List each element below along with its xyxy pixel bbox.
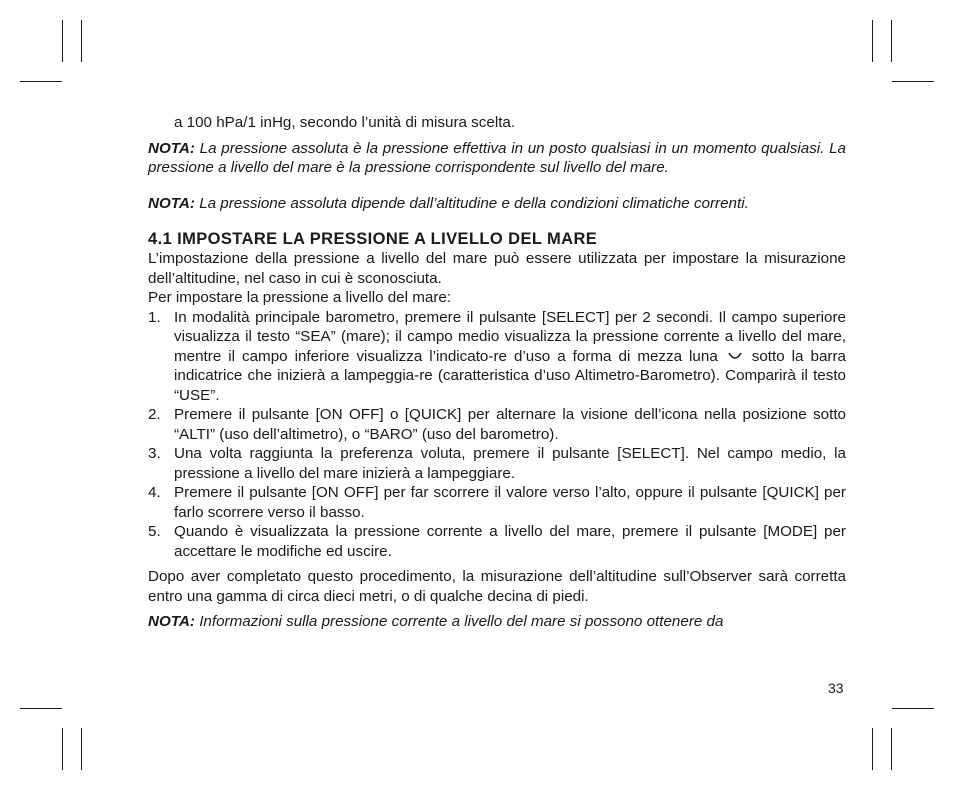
intro-line: a 100 hPa/1 inHg, secondo l’unità di misura scelta. <box>174 114 516 131</box>
list-item <box>148 405 846 444</box>
page-number: 33 <box>828 680 844 696</box>
crop-mark <box>872 728 873 770</box>
note-label: NOTA: <box>148 139 195 157</box>
list-item <box>148 444 846 483</box>
steps-intro: Per impostare la pressione a livello del mare: <box>148 289 452 306</box>
list-item <box>148 522 846 561</box>
step-number: 5. <box>148 523 161 540</box>
step-number: 3. <box>148 445 161 462</box>
crop-mark <box>20 81 62 82</box>
crop-mark <box>891 728 892 770</box>
list-item <box>148 308 846 406</box>
step-text: In modalità principale barometro, premere il pulsante [SELECT] per 2 secondi. Il campo superiore visualizza il testo “SEA” (mare); il campo medio visualizza la pressione corrente a livello del mare, mentre il campo inferiore visualizza l’indicato-re d’uso a forma di mezza luna <box>174 308 846 365</box>
closing-paragraph: Dopo aver completato questo procedimento, la misurazione dell’altitudine sull’Observer sarà corretta entro una gamma di circa dieci metri, o di qualche decina di piedi. <box>148 568 846 605</box>
crop-mark <box>872 20 873 62</box>
step-number: 2. <box>148 406 161 423</box>
crop-mark <box>62 20 63 62</box>
manual-page <box>148 113 846 632</box>
step-number: 1. <box>148 308 161 326</box>
note-paragraph <box>148 139 846 178</box>
step-number: 4. <box>148 484 161 501</box>
crop-mark <box>81 20 82 62</box>
section-heading: 4.1 IMPOSTARE LA PRESSIONE A LIVELLO DEL MARE <box>148 230 598 248</box>
step-text: Premere il pulsante [ON OFF] o [QUICK] per alternare la visione dell’icona nella posizione sotto “ALTI” (uso dell’altimetro), o “BARO” (uso del barometro). <box>174 406 846 443</box>
crop-mark <box>892 708 934 709</box>
step-text: Una volta raggiunta la preferenza voluta, premere il pulsante [SELECT]. Nel campo medio, la pressione a livello del mare inizierà a lampeggiare. <box>174 445 846 482</box>
note-text: Informazioni sulla pressione corrente a livello del mare si possono ottenere da <box>194 613 724 630</box>
crop-mark <box>62 728 63 770</box>
crop-mark <box>891 20 892 62</box>
step-text: Quando è visualizzata la pressione corrente a livello del mare, premere il pulsante [MODE] per accettare le modifiche ed uscire. <box>174 523 846 560</box>
crop-mark <box>20 708 62 709</box>
list-item <box>148 483 846 522</box>
steps-list <box>148 308 846 562</box>
crop-mark <box>892 81 934 82</box>
note-label: NOTA: <box>148 613 195 630</box>
note-text: La pressione assoluta dipende dall’altitudine e della condizioni climatiche correnti. <box>194 194 749 212</box>
crop-mark <box>81 728 82 770</box>
step-text: sotto la barra indicatrice che inizierà a lampeggia-re (caratteristica d’uso Altimetro-Barometro). Comparirà il testo “USE”. <box>174 347 846 404</box>
section-intro: L’impostazione della pressione a livello del mare può essere utilizzata per impostare la misurazione dell’altitudine, nel caso in cui è sconosciuta. <box>148 250 846 287</box>
step-text: Premere il pulsante [ON OFF] per far scorrere il valore verso l’alto, oppure il pulsante [QUICK] per farlo scorrere verso il basso. <box>174 484 846 521</box>
note-paragraph <box>148 612 846 632</box>
half-moon-icon <box>728 352 742 360</box>
note-label: NOTA: <box>148 194 195 212</box>
note-text: La pressione assoluta è la pressione effettiva in un posto qualsiasi in un momento qualsiasi. La pressione a livello del mare è la pressione corrispondente sul livello del mare. <box>148 139 846 176</box>
note-paragraph <box>148 194 846 214</box>
